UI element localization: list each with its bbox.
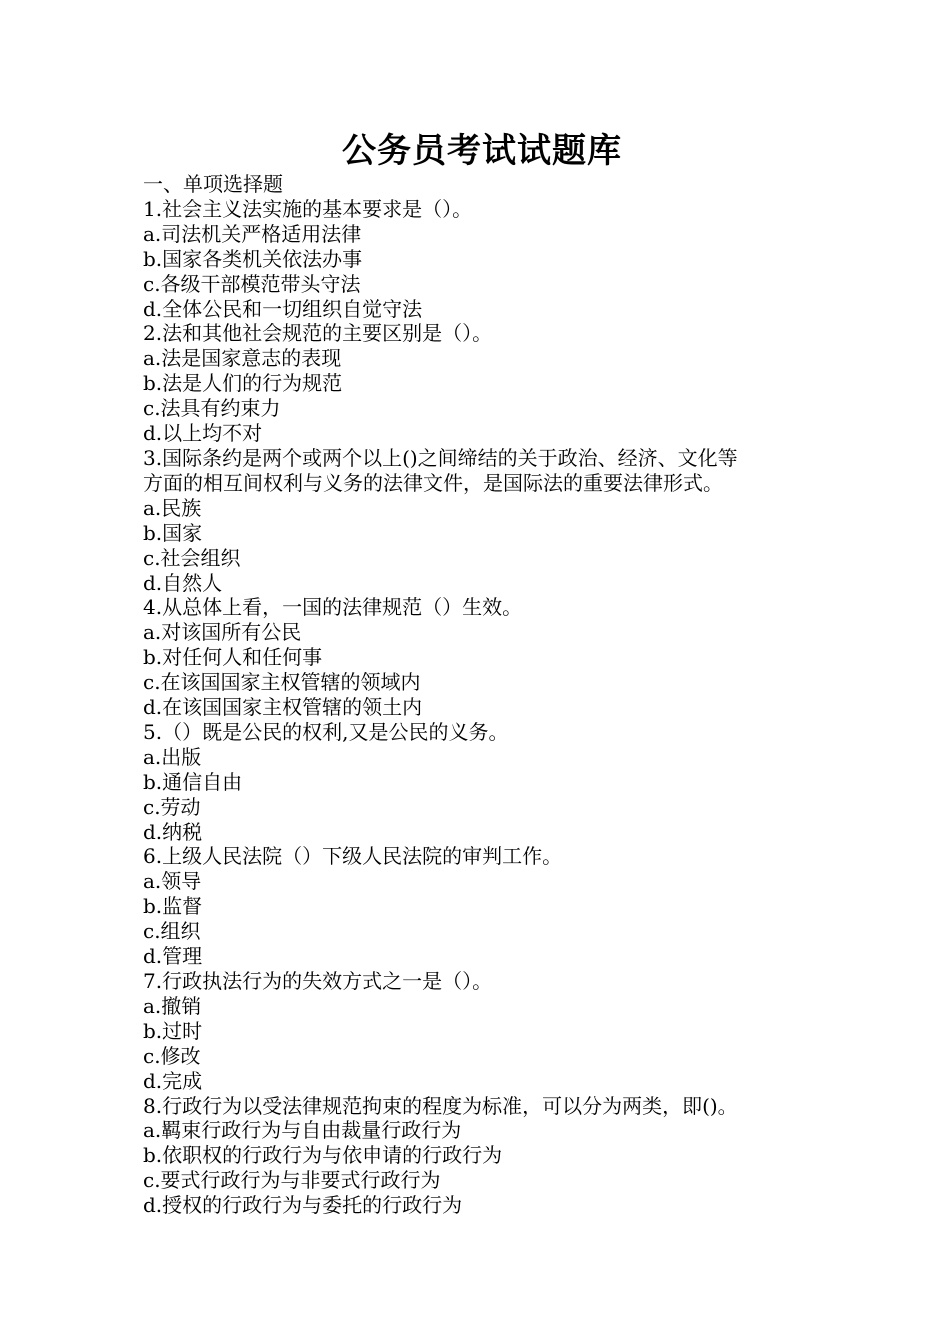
page-title: 公务员考试试题库 [342, 131, 622, 171]
option-c: c.在该国国家主权管辖的领域内 [143, 670, 421, 695]
section-heading: 一、单项选择题 [143, 172, 283, 196]
option-c: c.社会组织 [143, 545, 241, 570]
option-c: c.法具有约束力 [143, 396, 281, 421]
option-c: c.要式行政行为与非要式行政行为 [143, 1168, 441, 1193]
option-d: d.以上均不对 [143, 421, 263, 446]
option-a: a.出版 [143, 744, 202, 769]
option-b: b.过时 [143, 1018, 203, 1043]
option-a: a.民族 [143, 495, 202, 520]
option-c: c.组织 [143, 919, 201, 944]
question-list [143, 172, 823, 1218]
option-b: b.国家 [143, 520, 203, 545]
option-d: d.完成 [143, 1068, 203, 1093]
option-c: c.劳动 [143, 794, 201, 819]
question-7 [143, 969, 823, 1094]
option-a: a.法是国家意志的表现 [143, 346, 342, 371]
question-stem: 7.行政执法行为的失效方式之一是（）。 [143, 969, 493, 993]
question-8 [143, 1094, 823, 1219]
option-b: b.法是人们的行为规范 [143, 371, 343, 396]
question-stem: 6.上级人民法院（）下级人民法院的审判工作。 [143, 844, 563, 869]
question-6 [143, 844, 823, 969]
option-b: b.监督 [143, 894, 203, 919]
option-d: d.管理 [143, 944, 203, 969]
question-5 [143, 720, 823, 845]
option-b: b.国家各类机关依法办事 [143, 246, 363, 271]
question-4 [143, 595, 823, 720]
option-a: a.羁束行政行为与自由裁量行政行为 [143, 1118, 462, 1143]
question-3 [143, 446, 823, 595]
option-a: a.领导 [143, 869, 202, 894]
option-d: d.在该国国家主权管辖的领土内 [143, 695, 423, 720]
option-d: d.授权的行政行为与委托的行政行为 [143, 1193, 463, 1218]
option-c: c.各级干部模范带头守法 [143, 271, 361, 296]
question-1 [143, 197, 823, 322]
question-stem: 1.社会主义法实施的基本要求是（）。 [143, 196, 473, 221]
option-b: b.依职权的行政行为与依申请的行政行为 [143, 1143, 503, 1168]
question-stem: 5.（）既是公民的权利,又是公民的义务。 [143, 719, 509, 744]
question-stem-line-2: 方面的相互间权利与义务的法律文件，是国际法的重要法律形式。 [143, 470, 723, 495]
option-b: b.通信自由 [143, 769, 243, 794]
question-stem: 8.行政行为以受法律规范拘束的程度为标准，可以分为两类，即()。 [143, 1093, 738, 1118]
option-a: a.对该国所有公民 [143, 620, 302, 645]
option-d: d.纳税 [143, 819, 203, 844]
question-stem-line-1: 3.国际条约是两个或两个以上()之间缔结的关于政治、经济、文化等 [143, 445, 738, 470]
option-d: d.自然人 [143, 570, 223, 595]
question-stem: 2.法和其他社会规范的主要区别是（）。 [143, 321, 493, 346]
question-stem: 4.从总体上看，一国的法律规范（）生效。 [143, 595, 523, 620]
question-2 [143, 321, 823, 446]
option-a: a.司法机关严格适用法律 [143, 221, 362, 246]
option-a: a.撤销 [143, 993, 202, 1018]
option-c: c.修改 [143, 1043, 201, 1068]
option-b: b.对任何人和任何事 [143, 645, 323, 670]
option-d: d.全体公民和一切组织自觉守法 [143, 296, 423, 321]
